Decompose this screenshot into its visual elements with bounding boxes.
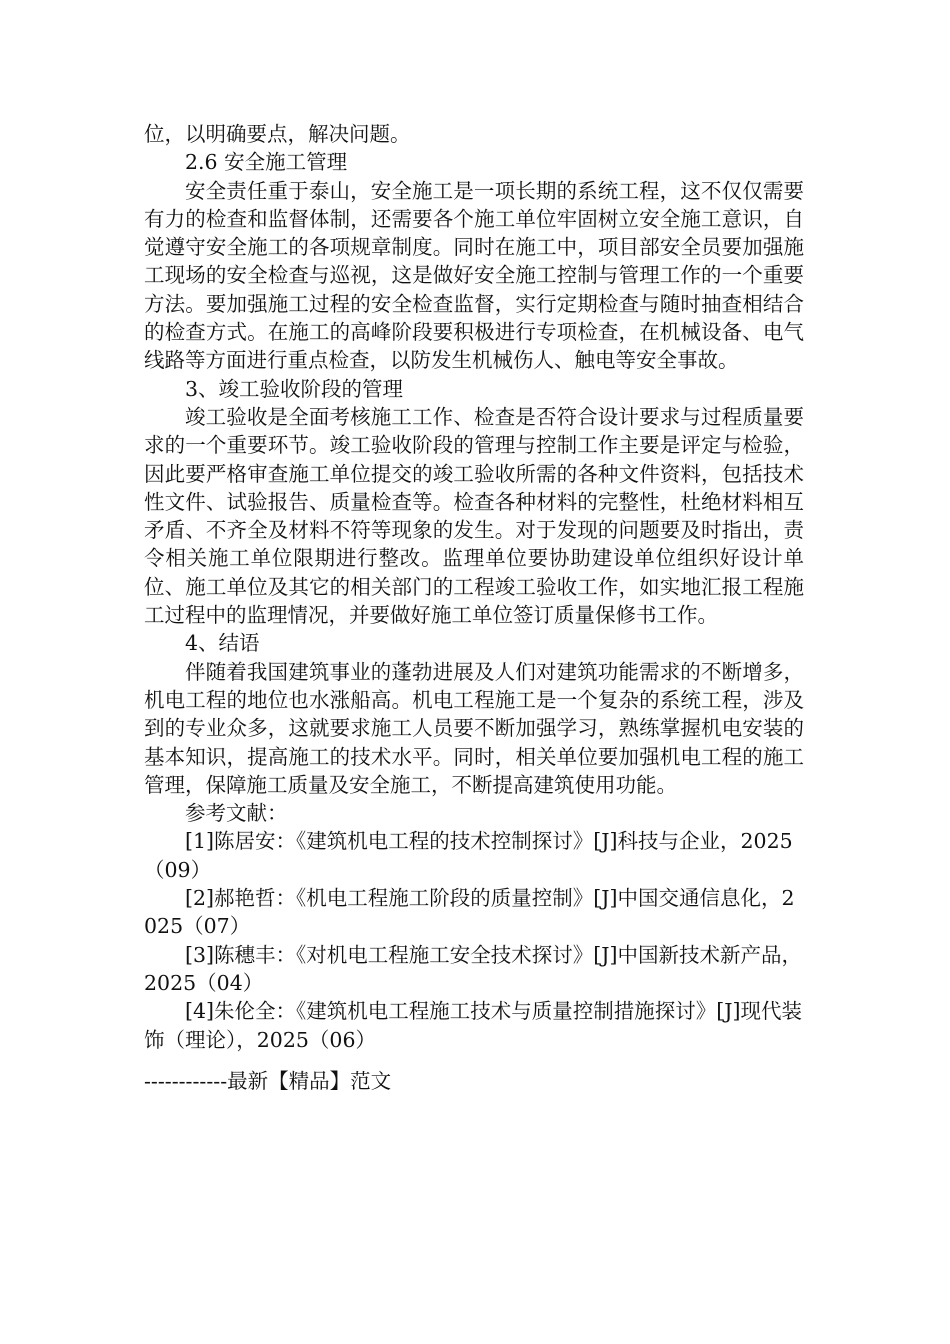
continuation-text: 位，以明确要点，解决问题。 (144, 122, 411, 146)
section-paragraph-conclusion: 伴随着我国建筑事业的蓬勃进展及人们对建筑功能需求的不断增多，机电工程的地位也水涨船高。机电工程施工是一个复杂的系统工程，涉及到的专业众多，这就要求施工人员要不断加强学习，熟练掌握机电安装的基本知识，提高施工的技术水平。同时，相关单位要加强机电工程的施工管理，保障施工质量及安全施工，不断提高建筑使用功能。 (144, 659, 804, 797)
document-body (144, 120, 804, 1054)
reference-item: [2]郝艳哲：《机电工程施工阶段的质量控制》[J]中国交通信息化，2025（07） (144, 886, 795, 939)
reference-item: [4]朱伦全：《建筑机电工程施工技术与质量控制措施探讨》[J]现代装饰（理论），2025（06） (144, 999, 803, 1052)
reference-item: [3]陈穗丰：《对机电工程施工安全技术探讨》[J]中国新技术新产品，2025（04） (144, 942, 803, 995)
references-heading: 参考文献： (185, 801, 288, 826)
section-heading-acceptance: 3、竣工验收阶段的管理 (185, 376, 404, 401)
section-paragraph-safety: 安全责任重于泰山，安全施工是一项长期的系统工程，这不仅仅需要有力的检查和监督体制，还需要各个施工单位牢固树立安全施工意识，自觉遵守安全施工的各项规章制度。同时在施工中，项目部安全员要加强施工现场的安全检查与巡视，这是做好安全施工控制与管理工作的一个重要方法。要加强施工过程的安全检查监督，实行定期检查与随时抽查相结合的检查方式。在施工的高峰阶段要积极进行专项检查，在机械设备、电气线路等方面进行重点检查，以防发生机械伤人、触电等安全事故。 (144, 178, 804, 373)
section-heading-safety: 2.6 安全施工管理 (185, 150, 348, 175)
reference-item: [1]陈居安：《建筑机电工程的技术控制探讨》[J]科技与企业，2025（09） (144, 829, 793, 882)
footer-text: ------------最新【精品】范文 (144, 1069, 392, 1093)
section-paragraph-acceptance: 竣工验收是全面考核施工工作、检查是否符合设计要求与过程质量要求的一个重要环节。竣工验收阶段的管理与控制工作主要是评定与检验，因此要严格审查施工单位提交的竣工验收所需的各种文件资料，包括技术性文件、试验报告、质量检查等。检查各种材料的完整性，杜绝材料相互矛盾、不齐全及材料不符等现象的发生。对于发现的问题要及时指出，责令相关施工单位限期进行整改。监理单位要协助建设单位组织好设计单位、施工单位及其它的相关部门的工程竣工验收工作，如实地汇报工程施工过程中的监理情况，并要做好施工单位签订质量保修书工作。 (144, 404, 804, 628)
section-heading-conclusion: 4、结语 (185, 631, 260, 656)
